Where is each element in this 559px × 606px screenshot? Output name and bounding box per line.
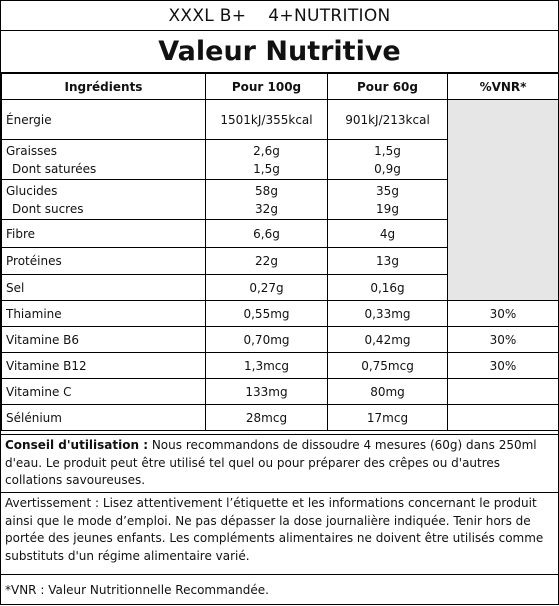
row-name: Vitamine B12 <box>2 353 206 379</box>
table-row <box>2 379 559 405</box>
product-header <box>1 1 558 31</box>
table-row <box>2 301 559 327</box>
usage-advice-text: Nous recommandons de dissoudre 4 mesures (60g) dans 250ml d'eau. Le produit peut être utilisé tel quel ou pour préparer des crêpes ou d'autres collations savoureuses. <box>5 438 537 487</box>
row-name: Énergie <box>2 100 206 140</box>
value-main: 35g <box>376 183 399 198</box>
row-per-60g: 0,42mg <box>328 327 448 353</box>
row-sub-label: Dont sucres <box>12 201 84 216</box>
row-vnr <box>448 405 559 431</box>
row-per-100g: 133mg <box>206 379 328 405</box>
vnr-grey-cell <box>448 100 559 301</box>
usage-advice-label: Conseil d'utilisation : <box>5 438 149 452</box>
value-main: 2,6g <box>253 143 280 158</box>
row-per-100g: 0,70mg <box>206 327 328 353</box>
row-name: Vitamine B6 <box>2 327 206 353</box>
row-name: Fibre <box>2 220 206 248</box>
table-row <box>2 353 559 379</box>
notes-section <box>1 434 558 606</box>
value-sub: 0,9g <box>374 161 401 176</box>
row-per-60g <box>328 140 448 180</box>
value-sub: 19g <box>376 201 399 216</box>
row-per-100g <box>206 140 328 180</box>
row-name: Protéines <box>2 248 206 275</box>
product-name: XXXL B+ <box>168 6 247 26</box>
row-per-100g: 1,3mcg <box>206 353 328 379</box>
row-per-60g: 13g <box>328 248 448 275</box>
row-main-label: Glucides <box>6 183 58 198</box>
row-per-60g: 80mg <box>328 379 448 405</box>
row-per-60g: 901kJ/213kcal <box>328 100 448 140</box>
header-ingredients: Ingrédients <box>2 74 206 100</box>
value-sub: 32g <box>255 201 278 216</box>
row-per-60g: 0,16g <box>328 275 448 301</box>
row-per-100g: 22g <box>206 248 328 275</box>
table-header-row <box>2 74 559 100</box>
row-sub-label: Dont saturées <box>12 161 97 176</box>
row-name: Thiamine <box>2 301 206 327</box>
value-main: 1,5g <box>374 143 401 158</box>
row-per-100g: 28mcg <box>206 405 328 431</box>
vnr-footnote: *VNR : Valeur Nutritionnelle Recommandée. <box>1 574 558 606</box>
row-per-100g: 0,27g <box>206 275 328 301</box>
row-per-100g <box>206 180 328 220</box>
row-name <box>2 140 206 180</box>
row-per-60g: 0,75mcg <box>328 353 448 379</box>
row-per-100g: 6,6g <box>206 220 328 248</box>
row-per-60g: 17mcg <box>328 405 448 431</box>
label-title: Valeur Nutritive <box>1 31 558 73</box>
table-row <box>2 327 559 353</box>
value-main: 58g <box>255 183 278 198</box>
usage-advice <box>1 434 558 492</box>
row-name: Vitamine C <box>2 379 206 405</box>
header-per-100g: Pour 100g <box>206 74 328 100</box>
row-name: Sel <box>2 275 206 301</box>
nutrition-table <box>1 73 559 431</box>
header-per-60g: Pour 60g <box>328 74 448 100</box>
row-per-60g <box>328 180 448 220</box>
row-vnr: 30% <box>448 353 559 379</box>
table-row <box>2 405 559 431</box>
brand-name: 4+NUTRITION <box>268 6 391 26</box>
row-name <box>2 180 206 220</box>
header-vnr: %VNR* <box>448 74 559 100</box>
row-per-100g: 0,55mg <box>206 301 328 327</box>
row-per-60g: 0,33mg <box>328 301 448 327</box>
row-vnr <box>448 379 559 405</box>
row-per-100g: 1501kJ/355kcal <box>206 100 328 140</box>
row-vnr: 30% <box>448 301 559 327</box>
row-vnr: 30% <box>448 327 559 353</box>
row-per-60g: 4g <box>328 220 448 248</box>
warning-text: Avertissement : Lisez attentivement l’étiquette et les informations concernant le produit ainsi que le mode d’emploi. Ne pas dépasser la dose journalière indiquée. Tenir hors de portée des jeunes enfants. Les compléments alimentaires ne doivent être utilisés comme substituts d'un régime alimentaire varié. <box>1 492 558 574</box>
table-row <box>2 100 559 140</box>
value-sub: 1,5g <box>253 161 280 176</box>
row-main-label: Graisses <box>6 143 58 158</box>
row-name: Sélénium <box>2 405 206 431</box>
